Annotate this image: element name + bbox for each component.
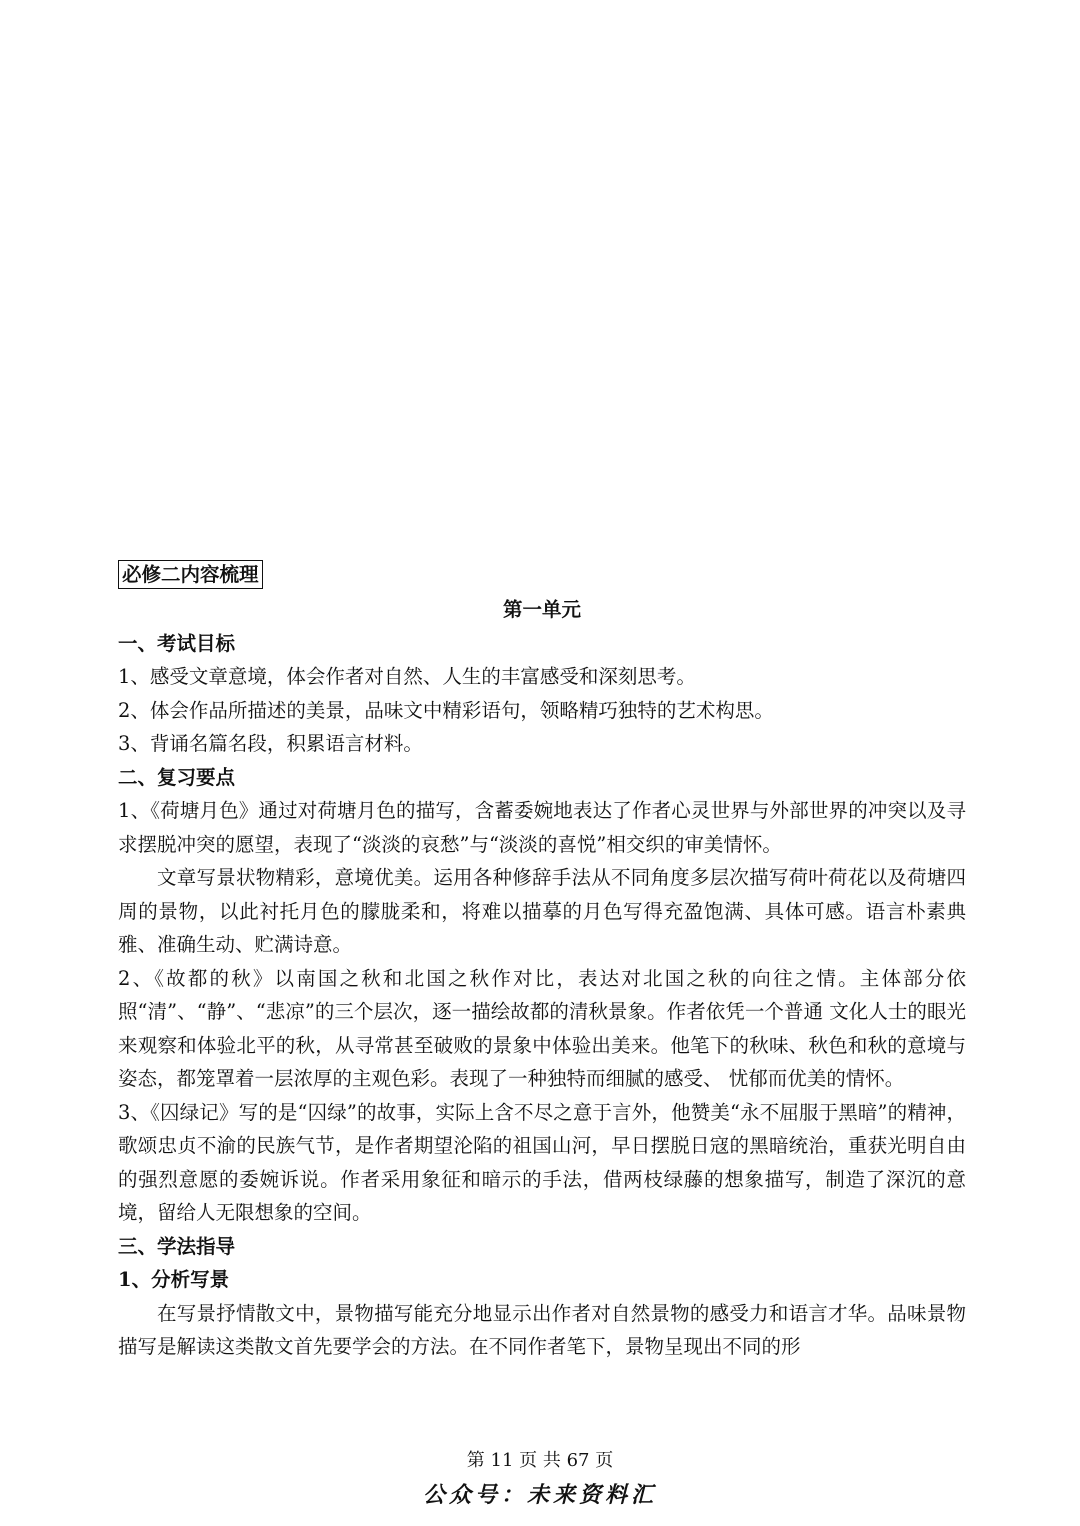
- subheading-scenery-analysis: 1、分析写景: [118, 1268, 230, 1291]
- unit-title: 第一单元: [502, 598, 581, 621]
- goal-item: 3、背诵名篇名段，积累语言材料。: [118, 732, 423, 755]
- goal-item: 2、体会作品所描述的美景，品味文中精彩语句，领略精巧独特的艺术构思。: [118, 698, 774, 722]
- heading-study-method: 三、学法指导: [118, 1234, 236, 1258]
- heading-exam-goals: 一、考试目标: [118, 631, 236, 655]
- page-number: 第 11 页 共 67 页: [466, 1450, 614, 1471]
- review-point-paragraph: 3、《囚绿记》写的是“囚绿”的故事，实际上含不尽之意于言外，他赞美“永不屈服于黑暗”的精神，歌颂忠贞不渝的民族气节，是作者期望沦陷的祖国山河，早日摆脱日寇的黑暗统治，重获光明自由的强烈意愿的委婉诉说。作者采用象征和暗示的手法，借两枝绿藤的想象描写，制造了深沉的意境，留给人无限想象的空间。: [118, 1100, 966, 1224]
- goal-item: 1、感受文章意境，体会作者对自然、人生的丰富感受和深刻思考。: [118, 665, 696, 688]
- heading-review-points: 二、复习要点: [118, 765, 236, 789]
- method-paragraph: 在写景抒情散文中，景物描写能充分地显示出作者对自然景物的感受力和语言才华。品味景物描写是解读这类散文首先要学会的方法。在不同作者笔下，景物呈现出不同的形: [118, 1301, 966, 1358]
- section-label: 必修二内容梳理: [118, 560, 263, 589]
- page-content: [118, 558, 966, 1364]
- wechat-watermark: 公众号：未来资料汇: [422, 1482, 657, 1508]
- review-point-paragraph: 2、《故都的秋》以南国之秋和北国之秋作对比，表达对北国之秋的向往之情。主体部分依照“清”、“静”、“悲凉”的三个层次，逐一描绘故都的清秋景象。作者依凭一个普通 文化人士的眼光来观察和体验北平的秋，从寻常甚至破败的景象中体验出美来。他笔下的秋味、秋色和秋的意境与姿态，都笼罩着一层浓厚的主观色彩。表现了一种独特而细腻的感受、 忧郁而优美的情怀。: [118, 966, 966, 1090]
- review-point-paragraph: 文章写景状物精彩，意境优美。运用各种修辞手法从不同角度多层次描写荷叶荷花以及荷塘四周的景物，以此衬托月色的朦胧柔和，将难以描摹的月色写得充盈饱满、具体可感。语言朴素典雅、准确生动、贮满诗意。: [118, 866, 966, 956]
- review-point-paragraph: 1、《荷塘月色》通过对荷塘月色的描写，含蓄委婉地表达了作者心灵世界与外部世界的冲突以及寻求摆脱冲突的愿望，表现了“淡淡的哀愁”与“淡淡的喜悦”相交织的审美情怀。: [118, 799, 966, 856]
